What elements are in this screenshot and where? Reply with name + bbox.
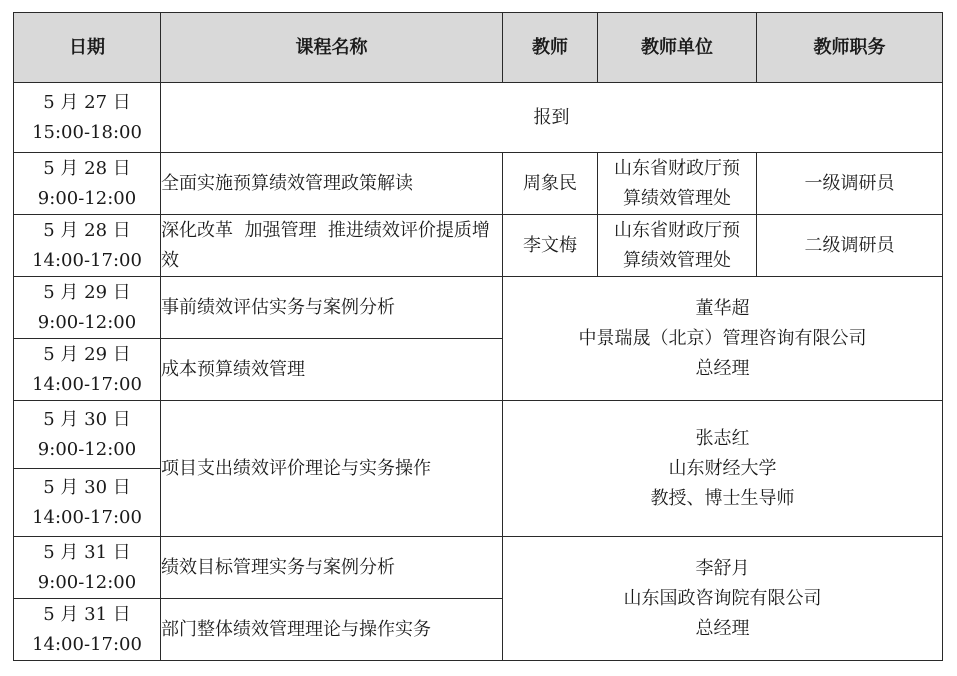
date-cell xyxy=(14,339,161,401)
date-text: 5 月 28 日 xyxy=(43,219,131,241)
header-title: 教师职务 xyxy=(757,13,943,83)
title-cell: 二级调研员 xyxy=(757,215,943,277)
time-text: 15:00-18:00 xyxy=(32,121,142,143)
course-cell: 成本预算绩效管理 xyxy=(161,339,503,401)
unit-line: 算绩效管理处 xyxy=(623,187,731,209)
speaker-title: 教授、博士生导师 xyxy=(650,487,795,509)
date-cell xyxy=(14,599,161,661)
course-cell: 全面实施预算绩效管理政策解读 xyxy=(161,153,503,215)
header-teacher: 教师 xyxy=(503,13,598,83)
date-text: 5 月 29 日 xyxy=(43,281,131,303)
speaker-org: 山东国政咨询院有限公司 xyxy=(623,587,822,609)
table-row xyxy=(14,537,943,599)
date-text: 5 月 29 日 xyxy=(43,343,131,365)
table-row xyxy=(14,215,943,277)
date-cell xyxy=(14,537,161,599)
unit-line: 山东省财政厅预 xyxy=(614,219,740,241)
table-row xyxy=(14,401,943,469)
time-text: 14:00-17:00 xyxy=(32,633,142,655)
date-cell xyxy=(14,401,161,469)
speaker-name: 李舒月 xyxy=(695,557,750,579)
date-text: 5 月 31 日 xyxy=(43,541,131,563)
registration-cell: 报到 xyxy=(161,83,943,153)
header-date: 日期 xyxy=(14,13,161,83)
speaker-title: 总经理 xyxy=(695,617,750,639)
time-text: 14:00-17:00 xyxy=(32,506,142,528)
table-row xyxy=(14,83,943,153)
date-cell xyxy=(14,153,161,215)
time-text: 9:00-12:00 xyxy=(37,187,137,209)
date-cell xyxy=(14,215,161,277)
date-cell xyxy=(14,83,161,153)
unit-line: 算绩效管理处 xyxy=(623,249,731,271)
time-text: 9:00-12:00 xyxy=(37,311,137,333)
date-text: 5 月 27 日 xyxy=(43,91,131,113)
date-text: 5 月 30 日 xyxy=(43,408,131,430)
training-schedule-table xyxy=(13,12,943,661)
date-text: 5 月 30 日 xyxy=(43,476,131,498)
date-cell xyxy=(14,277,161,339)
date-cell xyxy=(14,469,161,537)
speaker-name: 董华超 xyxy=(695,297,750,319)
course-cell: 绩效目标管理实务与案例分析 xyxy=(161,537,503,599)
teacher-cell: 李文梅 xyxy=(503,215,598,277)
title-cell: 一级调研员 xyxy=(757,153,943,215)
speaker-cell xyxy=(503,277,943,401)
unit-cell xyxy=(598,153,757,215)
date-text: 5 月 28 日 xyxy=(43,157,131,179)
course-cell: 项目支出绩效评价理论与实务操作 xyxy=(161,401,503,537)
table-row xyxy=(14,153,943,215)
course-cell: 事前绩效评估实务与案例分析 xyxy=(161,277,503,339)
header-course: 课程名称 xyxy=(161,13,503,83)
speaker-cell xyxy=(503,537,943,661)
date-text: 5 月 31 日 xyxy=(43,603,131,625)
course-cell: 深化改革 加强管理 推进绩效评价提质增效 xyxy=(161,215,503,277)
speaker-cell xyxy=(503,401,943,537)
unit-line: 山东省财政厅预 xyxy=(614,157,740,179)
speaker-name: 张志红 xyxy=(695,427,750,449)
time-text: 14:00-17:00 xyxy=(32,373,142,395)
speaker-title: 总经理 xyxy=(695,357,750,379)
time-text: 9:00-12:00 xyxy=(37,571,137,593)
table-row xyxy=(14,277,943,339)
time-text: 9:00-12:00 xyxy=(37,438,137,460)
speaker-org: 中景瑞晟（北京）管理咨询有限公司 xyxy=(578,327,867,349)
course-cell: 部门整体绩效管理理论与操作实务 xyxy=(161,599,503,661)
header-unit: 教师单位 xyxy=(598,13,757,83)
header-row xyxy=(14,13,943,83)
teacher-cell: 周象民 xyxy=(503,153,598,215)
unit-cell xyxy=(598,215,757,277)
speaker-org: 山东财经大学 xyxy=(668,457,777,479)
time-text: 14:00-17:00 xyxy=(32,249,142,271)
